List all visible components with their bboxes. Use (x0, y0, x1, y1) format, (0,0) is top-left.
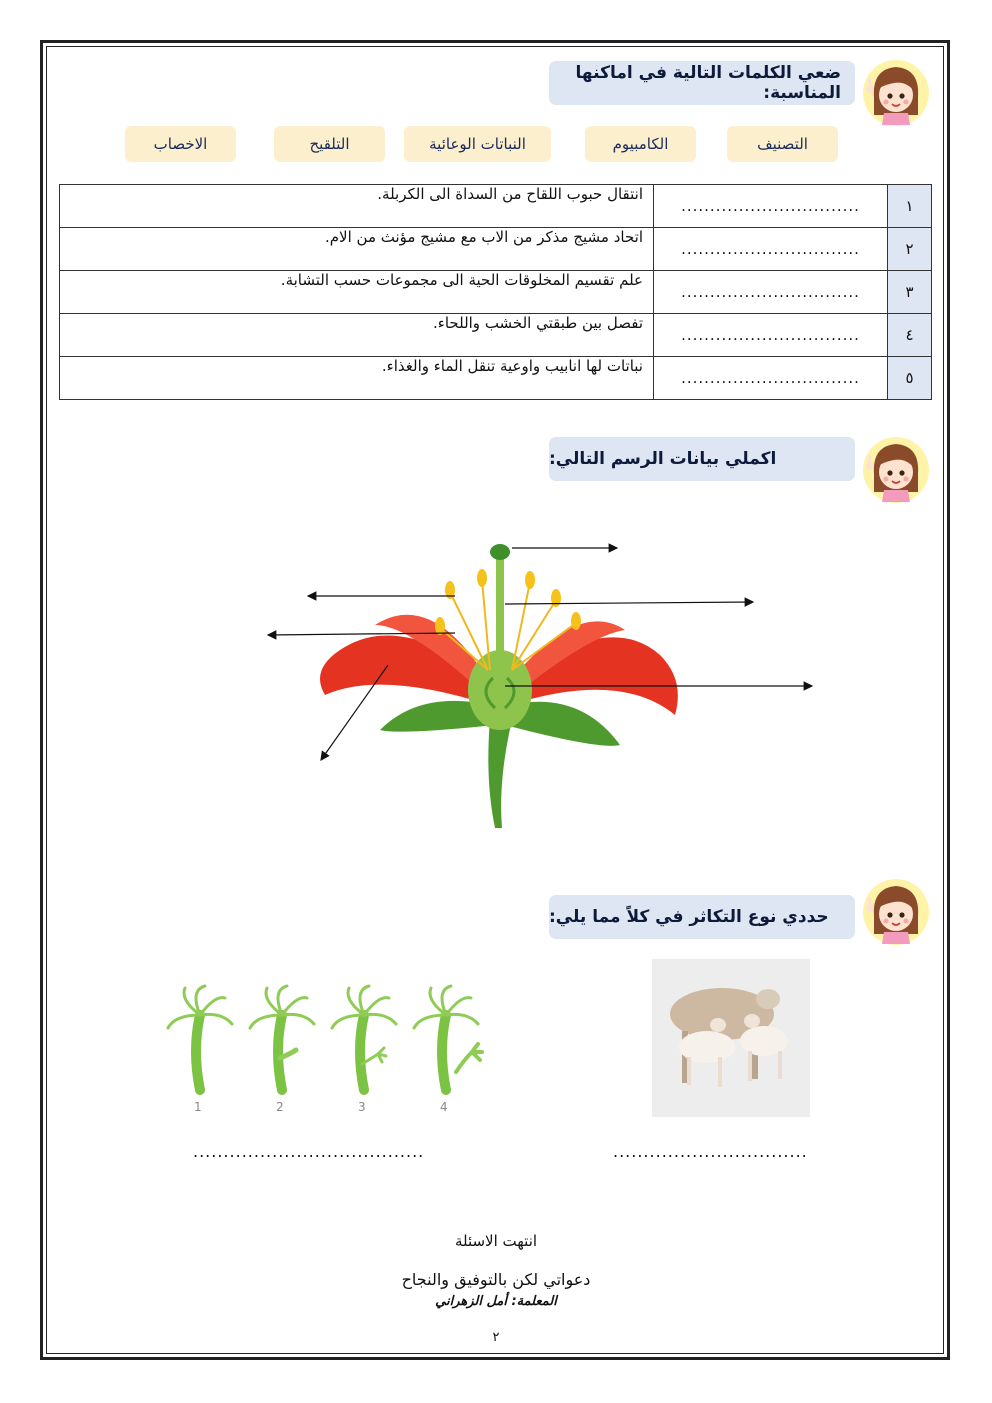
word-bank-item: التصنيف (727, 126, 838, 162)
section-2-header (549, 437, 855, 481)
flower-anthers (435, 569, 581, 635)
question-statement: انتقال حبوب اللقاح من السداة الى الكربلة. (60, 185, 654, 228)
word-bank-item: الاخصاب (125, 126, 236, 162)
stage-label: 3 (358, 1100, 366, 1114)
stage-label: 2 (276, 1100, 284, 1114)
table-row (60, 271, 932, 314)
table-row (60, 314, 932, 357)
wishes-text: دعواتي لكن بالتوفيق والنجاح (401, 1270, 591, 1289)
word-bank-item: التلقيح (274, 126, 385, 162)
table-row (60, 185, 932, 228)
answer-blank-right[interactable]: ................................ (613, 1142, 808, 1161)
end-of-questions-text: انتهت الاسئلة (454, 1232, 538, 1250)
question-number: ١ (888, 185, 932, 228)
question-number: ٣ (888, 271, 932, 314)
table-row (60, 228, 932, 271)
sheep-image (652, 959, 810, 1117)
word-bank-item: النباتات الوعائية (404, 126, 551, 162)
table-row (60, 357, 932, 400)
flower-diagram (250, 530, 830, 840)
page-number: ٢ (492, 1330, 500, 1345)
answer-blank[interactable]: ............................... (654, 314, 888, 357)
hydra-stage (250, 986, 314, 1114)
hydra-stage (332, 986, 396, 1114)
question-statement: نباتات لها انابيب واوعية تنقل الماء والغذاء. (60, 357, 654, 400)
section-2-title: اكملي بيانات الرسم التالي: (549, 449, 777, 469)
hydra-stage (414, 986, 482, 1114)
question-statement: علم تقسيم المخلوقات الحية الى مجموعات حسب التشابة. (60, 271, 654, 314)
question-statement: تفصل بين طبقتي الخشب واللحاء. (60, 314, 654, 357)
teacher-signature: المعلمة: أمل الزهراني (435, 1294, 557, 1309)
answer-blank-left[interactable]: ...................................... (193, 1142, 425, 1161)
hydra-stage (168, 986, 232, 1114)
questions-table (59, 184, 932, 400)
section-1-title: ضعي الكلمات التالية في اماكنها المناسبة: (575, 63, 841, 103)
hydra-budding-image (160, 980, 490, 1120)
question-number: ٤ (888, 314, 932, 357)
section-3-header (549, 895, 855, 939)
answer-blank[interactable]: ............................... (654, 271, 888, 314)
question-number: ٥ (888, 357, 932, 400)
girl-avatar-icon (862, 436, 930, 504)
stage-label: 4 (440, 1100, 448, 1114)
answer-blank[interactable]: ............................... (654, 228, 888, 271)
girl-avatar-icon (862, 878, 930, 946)
question-number: ٢ (888, 228, 932, 271)
flower-stem (488, 720, 512, 828)
section-3-title: حددي نوع التكاثر في كلاً مما يلي: (549, 907, 829, 927)
word-bank-item: الكامبيوم (585, 126, 696, 162)
answer-blank[interactable]: ............................... (654, 185, 888, 228)
question-statement: اتحاد مشيج مذكر من الاب مع مشيج مؤنث من الام. (60, 228, 654, 271)
answer-blank[interactable]: ............................... (654, 357, 888, 400)
girl-avatar-icon (862, 59, 930, 127)
label-arrow (505, 602, 753, 604)
section-1-header (549, 61, 855, 105)
stage-label: 1 (194, 1100, 202, 1114)
flower-style (490, 544, 510, 658)
